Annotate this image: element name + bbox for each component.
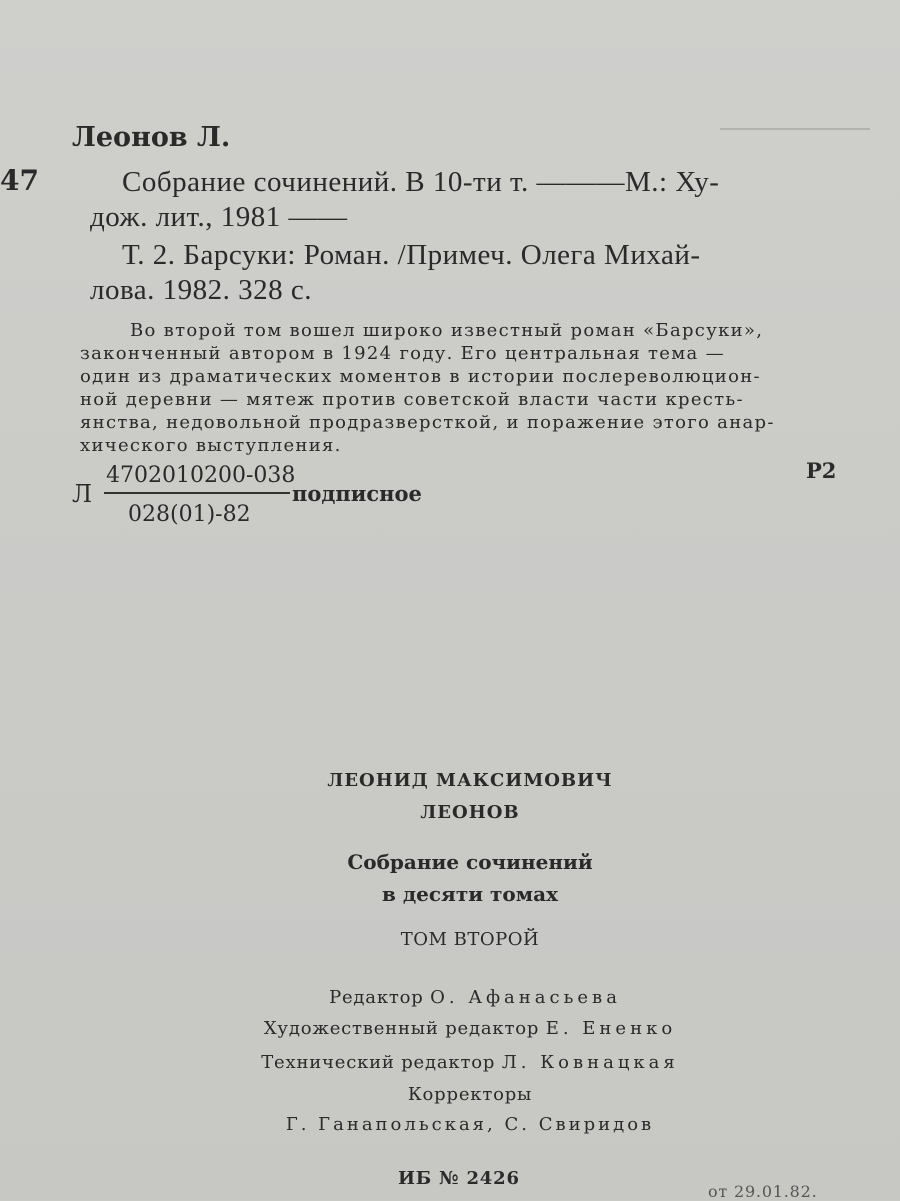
code-letter: Л: [72, 480, 93, 508]
editor-label: Редактор: [329, 987, 424, 1008]
annotation-line: один из драматических моментов в истории послереволюцион-: [80, 366, 761, 387]
card-line-2: дож. лит., 1981 ——: [90, 201, 348, 233]
annotation-line: хического выступления.: [80, 435, 342, 456]
date-fragment: от 29.01.82.: [708, 1182, 818, 1201]
art-editor-line: [20, 1018, 900, 1039]
tech-editor-label: Технический редактор: [261, 1052, 496, 1073]
annotation-line: Во второй том вошел широко известный роман «Барсуки»,: [130, 320, 764, 341]
art-editor-label: Художественный редактор: [263, 1018, 540, 1039]
classification-number: 47: [0, 164, 39, 197]
bbk-index: Р2: [806, 458, 837, 483]
art-editor-name: Е. Ененко: [545, 1018, 677, 1039]
card-author: Леонов Л.: [72, 122, 231, 153]
editor-line: [25, 987, 900, 1008]
proofreaders-names: Г. Ганапольская, С. Свиридов: [285, 1114, 655, 1135]
imprint-title-line1: Собрание сочинений: [347, 850, 593, 874]
imprint-last-name: ЛЕОНОВ: [420, 802, 520, 823]
annotation-line: янства, недовольной продразверсткой, и поражение этого анар-: [80, 412, 775, 433]
code-denominator: 028(01)-82: [128, 502, 251, 527]
card-line-3: Т. 2. Барсуки: Роман. /Примеч. Олега Михай-: [122, 239, 701, 271]
fraction-line: [104, 492, 290, 494]
card-line-4: лова. 1982. 328 с.: [90, 274, 313, 306]
annotation-line: ной деревни — мятеж против советской власти части кресть-: [80, 389, 744, 410]
editor-name: О. Афанасьева: [430, 987, 621, 1008]
ib-number: ИБ № 2426: [398, 1168, 520, 1189]
subscription-label: подписное: [292, 481, 422, 506]
proofreaders-label: Корректоры: [407, 1084, 533, 1105]
imprint-volume: ТОМ ВТОРОЙ: [400, 929, 540, 950]
imprint-first-name: ЛЕОНИД МАКСИМОВИЧ: [327, 770, 613, 791]
imprint-title-line2: в десяти томах: [381, 882, 559, 906]
card-line-1: Собрание сочинений. В 10-ти т. ———М.: Ху-: [122, 166, 720, 198]
code-numerator: 4702010200-038: [106, 463, 296, 488]
annotation-line: законченный автором в 1924 году. Его центральная тема —: [80, 343, 725, 364]
tech-editor-name: Л. Ковнацкая: [501, 1052, 679, 1073]
bleed-through-line: [720, 128, 870, 130]
tech-editor-line: [20, 1052, 900, 1073]
